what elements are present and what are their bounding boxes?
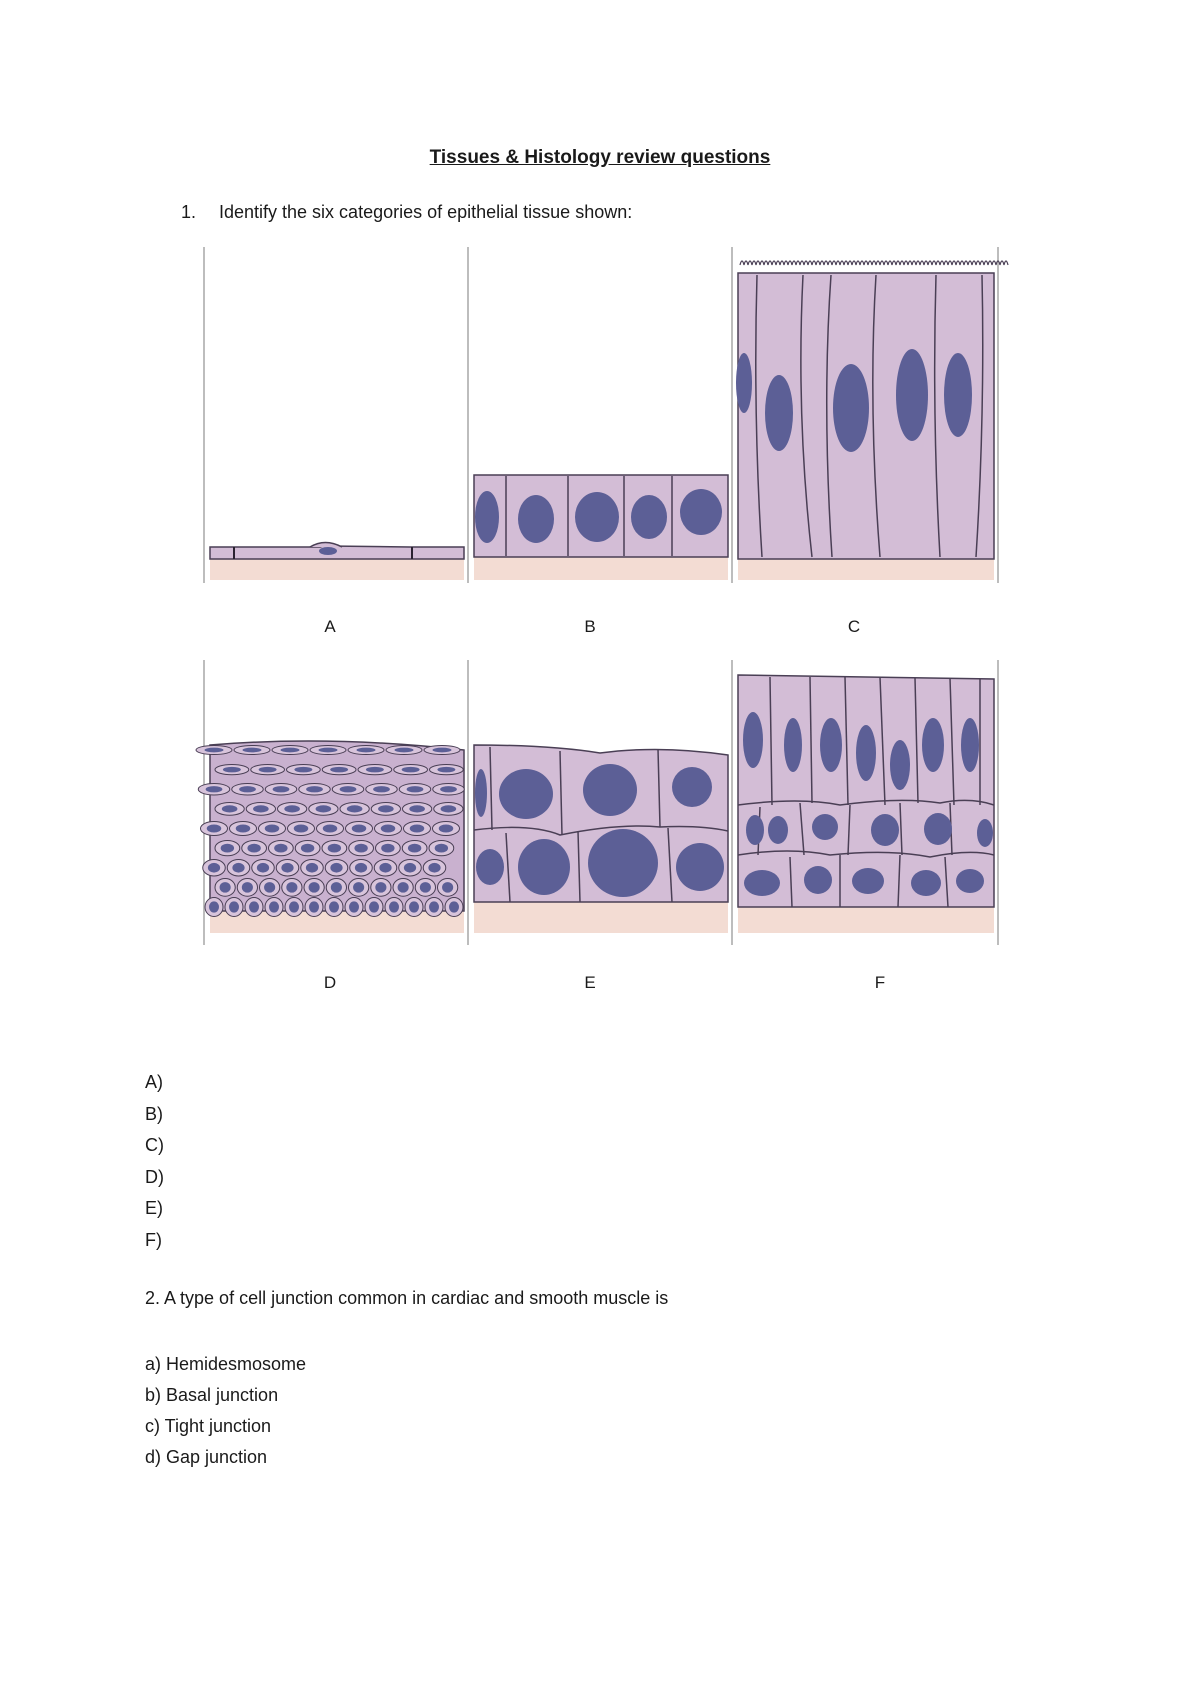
cell-nucleus	[437, 767, 455, 773]
epithelial-tissue-figure	[200, 245, 1000, 992]
question-2-options	[145, 1349, 306, 1473]
cell-nucleus	[429, 901, 439, 912]
panel-label-e: E	[584, 973, 596, 992]
cell-nucleus	[220, 882, 231, 893]
panel-label-c: C	[847, 617, 861, 636]
cell-nucleus	[441, 805, 457, 812]
cell-nucleus	[259, 767, 277, 773]
cell-nucleus	[347, 805, 363, 812]
cell-nucleus	[349, 901, 359, 912]
cell-nucleus	[257, 863, 269, 873]
panel-b-simple-cuboidal	[474, 475, 728, 580]
cell-nucleus	[239, 786, 256, 792]
cell-nucleus	[289, 901, 299, 912]
cell-nucleus	[440, 786, 457, 792]
answer-line-c: C)	[145, 1135, 164, 1155]
cell-nucleus	[395, 748, 414, 753]
cell-nucleus	[221, 844, 234, 853]
cell-nucleus	[442, 882, 453, 893]
cell-nucleus	[253, 805, 269, 812]
cell-nucleus	[265, 825, 280, 833]
panel-label-f: F	[874, 973, 886, 992]
cell-nucleus	[373, 786, 390, 792]
cell-nucleus	[281, 863, 293, 873]
cell-nucleus	[435, 844, 448, 853]
cell-nucleus	[222, 805, 238, 812]
cell-nucleus	[229, 901, 239, 912]
answer-line-b: B)	[145, 1103, 163, 1124]
option-c: c) Tight junction	[145, 1416, 272, 1436]
cell-nucleus	[449, 901, 459, 912]
answer-line-e: E)	[145, 1198, 163, 1218]
cell-nucleus	[381, 844, 394, 853]
cell-nucleus	[331, 882, 342, 893]
cell-nucleus	[281, 748, 300, 753]
cell-nucleus	[409, 805, 425, 812]
cell-nucleus	[243, 748, 262, 753]
cell-nucleus	[269, 901, 279, 912]
cell-nucleus	[209, 901, 219, 912]
option-a: a) Hemidesmosome	[145, 1354, 307, 1374]
cell-nucleus	[249, 901, 259, 912]
cell-nucleus	[357, 748, 376, 753]
answer-line-d: D)	[145, 1166, 164, 1187]
question-2-text: 2. A type of cell junction common in cardiac and smooth muscle is	[145, 1288, 669, 1308]
panel-d-stratified-squamous	[196, 741, 464, 933]
cell-nucleus	[309, 901, 319, 912]
cell-nucleus	[223, 767, 241, 773]
panel-e-stratified-cuboidal	[474, 745, 728, 933]
question-1-text: Identify the six categories of epithelial tissue shown:	[219, 202, 633, 222]
cell-nucleus	[366, 767, 384, 773]
page-title: Tissues & Histology review questions	[429, 147, 771, 168]
answer-line-a: A)	[145, 1072, 163, 1092]
panel-c-simple-columnar	[736, 261, 1008, 580]
cell-nucleus	[439, 825, 454, 833]
cell-nucleus	[329, 901, 339, 912]
option-d: d) Gap junction	[145, 1447, 268, 1467]
cell-nucleus	[428, 863, 440, 873]
cell-nucleus	[207, 825, 222, 833]
cell-nucleus	[316, 805, 332, 812]
cell-nucleus	[319, 748, 338, 753]
cell-nucleus	[306, 786, 323, 792]
option-b: b) Basal junction	[145, 1385, 279, 1405]
panel-label-b: B	[584, 617, 596, 636]
cell-nucleus	[306, 863, 318, 873]
panel-f-stratified-columnar	[738, 675, 994, 933]
cell-nucleus	[410, 825, 425, 833]
cell-nucleus	[274, 844, 287, 853]
cell-nucleus	[340, 786, 357, 792]
cell-nucleus	[284, 805, 300, 812]
panel-a-simple-squamous	[210, 543, 464, 581]
cell-nucleus	[247, 844, 260, 853]
panel-label-a: A	[324, 617, 336, 636]
cell-nucleus	[409, 901, 419, 912]
cell-nucleus	[402, 767, 420, 773]
cell-nucleus	[328, 844, 341, 853]
cell-nucleus	[242, 882, 253, 893]
cell-nucleus	[273, 786, 290, 792]
cell-nucleus	[369, 901, 379, 912]
answer-line-f: F)	[145, 1229, 162, 1250]
cell-nucleus	[323, 825, 338, 833]
cell-nucleus	[389, 901, 399, 912]
cell-nucleus	[408, 844, 421, 853]
cell-nucleus	[208, 863, 220, 873]
cell-nucleus	[205, 748, 224, 753]
cell-nucleus	[404, 863, 416, 873]
question-1-number: 1.	[181, 202, 197, 222]
cell-nucleus	[375, 882, 386, 893]
panel-label-d: D	[323, 973, 337, 992]
cell-nucleus	[398, 882, 409, 893]
cell-nucleus	[381, 825, 396, 833]
cell-nucleus	[352, 825, 367, 833]
cell-nucleus	[301, 844, 314, 853]
cell-nucleus	[379, 863, 391, 873]
cell-nucleus	[354, 844, 367, 853]
cell-nucleus	[378, 805, 394, 812]
cell-nucleus	[433, 748, 452, 753]
cell-nucleus	[309, 882, 320, 893]
cell-nucleus	[355, 863, 367, 873]
cell-nucleus	[286, 882, 297, 893]
cell-nucleus	[420, 882, 431, 893]
cell-nucleus	[330, 863, 342, 873]
cell-nucleus	[264, 882, 275, 893]
cell-nucleus	[294, 767, 312, 773]
cell-nucleus	[236, 825, 251, 833]
cell-nucleus	[407, 786, 424, 792]
cell-nucleus	[294, 825, 309, 833]
cell-nucleus	[232, 863, 244, 873]
cell-nucleus	[206, 786, 223, 792]
question-1	[181, 202, 632, 223]
answer-list	[145, 1067, 164, 1256]
cell-nucleus	[330, 767, 348, 773]
cell-nucleus	[353, 882, 364, 893]
